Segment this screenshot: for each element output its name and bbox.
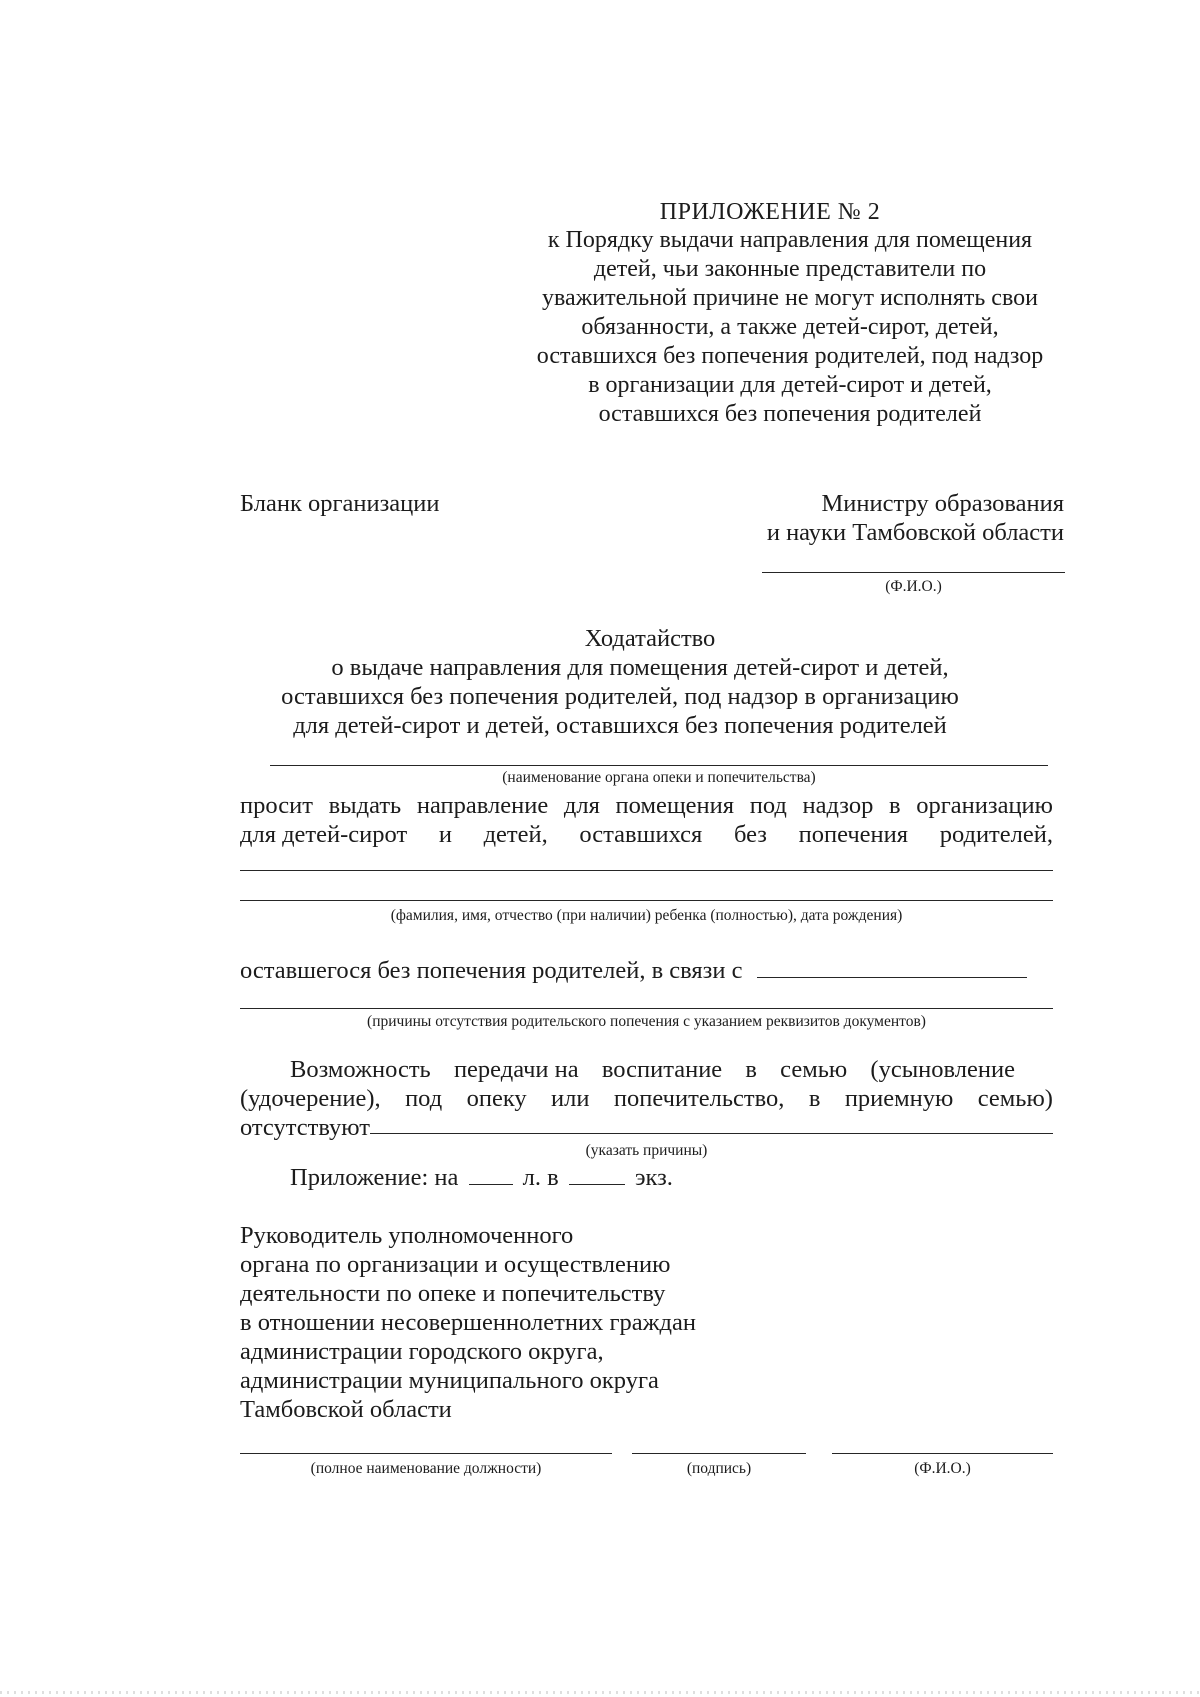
word: для детей-сирот bbox=[240, 821, 408, 848]
word: Возможность bbox=[290, 1056, 431, 1083]
signatory-fio-line[interactable] bbox=[832, 1453, 1053, 1454]
scan-edge-noise bbox=[0, 1691, 1200, 1694]
reason-text: оставшегося без попечения родителей, в связи с bbox=[240, 957, 743, 984]
word: воспитание bbox=[601, 1056, 723, 1083]
word: семью) bbox=[977, 1085, 1053, 1112]
petition-title: Ходатайство bbox=[584, 625, 716, 652]
signatory-fio-caption: (Ф.И.О.) bbox=[914, 1460, 971, 1477]
reason-row bbox=[240, 956, 1053, 985]
organization-blank-label: Бланк организации bbox=[240, 490, 440, 517]
appendix-line: уважительной причине не могут исполнять свои bbox=[542, 285, 1038, 311]
signatory-line: администрации муниципального округа bbox=[240, 1367, 659, 1394]
word: для bbox=[563, 792, 600, 819]
child-info-line[interactable] bbox=[240, 870, 1053, 871]
word: или bbox=[551, 1085, 590, 1112]
appendix-line: оставшихся без попечения родителей, под надзор bbox=[536, 343, 1044, 369]
signatory-line: в отношении несовершеннолетних граждан bbox=[240, 1309, 697, 1336]
word: приемную bbox=[844, 1085, 954, 1112]
addressee-line: Министру образования bbox=[821, 490, 1064, 517]
organ-name-line[interactable] bbox=[270, 765, 1048, 766]
petition-subtitle-line: для детей-сирот и детей, оставшихся без попечения родителей bbox=[293, 712, 947, 739]
word: детей, bbox=[483, 821, 548, 848]
signatory-line: Руководитель уполномоченного bbox=[240, 1222, 574, 1249]
reason-caption: (причины отсутствия родительского попечения с указанием реквизитов документов) bbox=[367, 1013, 926, 1030]
appendix-title: ПРИЛОЖЕНИЕ № 2 bbox=[659, 199, 881, 225]
appendix-line: детей, чьи законные представители по bbox=[593, 256, 987, 282]
signatory-line: Тамбовской области bbox=[240, 1396, 452, 1423]
word: направление bbox=[416, 792, 549, 819]
signatory-block bbox=[240, 1221, 696, 1424]
addressee-fio-caption: (Ф.И.О.) bbox=[885, 578, 942, 595]
word: под bbox=[405, 1085, 443, 1112]
attachment-row bbox=[290, 1163, 673, 1192]
absent-caption: (указать причины) bbox=[585, 1142, 708, 1159]
signatory-line: органа по организации и осуществлению bbox=[240, 1251, 671, 1278]
petition-subtitle-line: о выдаче направления для помещения детей-сирот и детей, bbox=[331, 654, 949, 681]
attachment-sheets-field[interactable] bbox=[469, 1164, 513, 1185]
absent-row bbox=[240, 1113, 1053, 1142]
organ-name-caption: (наименование органа опеки и попечительства) bbox=[502, 769, 816, 786]
signature-caption: (подпись) bbox=[686, 1460, 752, 1477]
request-line-2 bbox=[240, 820, 1053, 849]
signatory-line: администрации городского округа, bbox=[240, 1338, 604, 1365]
addressee-line: и науки Тамбовской области bbox=[766, 519, 1064, 546]
word: организацию bbox=[916, 792, 1053, 819]
reason-line[interactable] bbox=[240, 1008, 1053, 1009]
absent-reason-field[interactable] bbox=[370, 1113, 1053, 1134]
word: попечительство, bbox=[613, 1085, 785, 1112]
possibility-line-1 bbox=[290, 1055, 1015, 1084]
word: опеку bbox=[466, 1085, 527, 1112]
word: попечения bbox=[798, 821, 909, 848]
word: под bbox=[749, 792, 787, 819]
signature-line[interactable] bbox=[632, 1453, 806, 1454]
word: в bbox=[889, 792, 901, 819]
signatory-line: деятельности по опеке и попечительству bbox=[240, 1280, 666, 1307]
petition-subtitle-line: оставшихся без попечения родителей, под надзор в организацию bbox=[281, 683, 959, 710]
word: выдать bbox=[328, 792, 402, 819]
appendix-line: к Порядку выдачи направления для помещения bbox=[547, 227, 1033, 253]
possibility-line-2 bbox=[240, 1084, 1053, 1113]
appendix-line: оставшихся без попечения родителей bbox=[598, 401, 982, 427]
word: семью bbox=[780, 1056, 848, 1083]
appendix-line: в организации для детей-сирот и детей, bbox=[588, 372, 992, 398]
child-info-caption: (фамилия, имя, отчество (при наличии) ребенка (полностью), дата рождения) bbox=[390, 907, 903, 924]
word: родителей, bbox=[939, 821, 1053, 848]
position-caption: (полное наименование должности) bbox=[310, 1460, 542, 1477]
reason-field[interactable] bbox=[757, 957, 1027, 978]
word: надзор bbox=[802, 792, 874, 819]
word: в bbox=[808, 1085, 821, 1112]
addressee-fio-line[interactable] bbox=[762, 572, 1065, 573]
request-line-1 bbox=[240, 791, 1053, 820]
child-info-line[interactable] bbox=[240, 900, 1053, 901]
attachment-suffix: экз. bbox=[634, 1164, 673, 1191]
attachment-mid: л. в bbox=[522, 1164, 559, 1191]
word: передачи на bbox=[453, 1056, 579, 1083]
word: (удочерение), bbox=[240, 1085, 381, 1112]
word: просит bbox=[240, 792, 313, 819]
word: без bbox=[733, 821, 767, 848]
word: и bbox=[438, 821, 452, 848]
absent-text: отсутствуют bbox=[240, 1114, 370, 1141]
petition-subtitle bbox=[240, 653, 1000, 740]
attachment-copies-field[interactable] bbox=[569, 1164, 625, 1185]
attachment-prefix: Приложение: на bbox=[290, 1164, 459, 1191]
word: помещения bbox=[615, 792, 735, 819]
position-line[interactable] bbox=[240, 1453, 612, 1454]
word: (усыновление bbox=[870, 1056, 1015, 1083]
word: оставшихся bbox=[579, 821, 703, 848]
appendix-text bbox=[520, 226, 1060, 429]
word: в bbox=[745, 1056, 757, 1083]
appendix-line: обязанности, а также детей-сирот, детей, bbox=[581, 314, 999, 340]
